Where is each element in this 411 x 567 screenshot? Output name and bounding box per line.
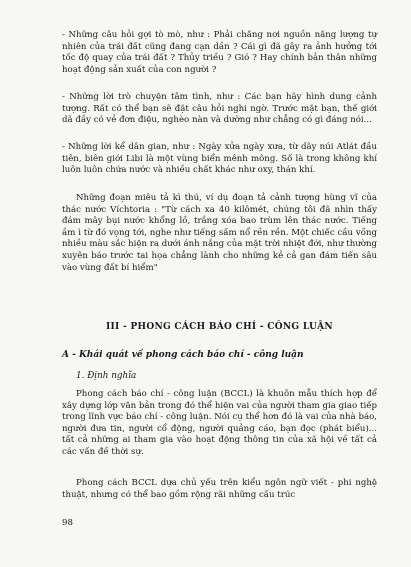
subsub-heading: 1. Định nghĩa xyxy=(76,371,137,381)
paragraph-curious-questions: - Những câu hỏi gợi tò mò, như : Phải chăng nơi nguồn năng lượng tự nhiên của trái đất cũng đang cạn dần ? Cái gì đã gây ra ảnh hưởng tới tốc độ quay của trái đất ? Thủy triều ? Gió ? Hay chính bản thân những hoạt động sản xuất của con người ? xyxy=(62,30,377,75)
paragraph-intimate-talk: - Những lời trò chuyện tâm tình, như : Các bạn hãy hình dung cảnh tượng. Rất có thể bạn sẽ đặt câu hỏi nghi ngờ. Trước mặt bạn, thế giới dã đầy có vẻ đơn điệu, nghèo nàn và dường như chẳng có gì đáng nói... xyxy=(62,92,377,126)
section-heading: III - PHONG CÁCH BÁO CHÍ - CÔNG LUẬN xyxy=(106,322,333,332)
paragraph-definition: Phong cách báo chí - công luận (BCCL) là khuôn mẫu thích hợp để xây dựng lớp văn bản trong đó thể hiện vai của người tham gia giao tiếp trong lĩnh vực báo chí - công luận. Nói cụ thể hơn đó là vai của nhà báo, người đưa tin, người cổ động, người quảng cáo, bạn đọc (phát biểu)... tất cả những ai tham gia vào hoạt động thông tin của xã hội về tất cả các vấn đề thời sự. xyxy=(62,389,377,457)
paragraph-folk-tale: - Những lời kể dân gian, như : Ngày xửa ngày xưa, từ dãy núi Atlát đầu tiên, biên giới Libi là một vùng biển mênh mông. Số là trong không khí luôn luôn chứa nước và nhiều chất khác như oxy, thán khí. xyxy=(62,142,377,176)
subsection-heading: A - Khái quát về phong cách báo chí - công luận xyxy=(62,350,304,360)
paragraph-style-basis: Phong cách BCCL dựa chủ yếu trên kiểu ngôn ngữ viết - phi nghệ thuật, nhưng có thể bao gồm rộng rãi những cấu trúc xyxy=(62,478,377,500)
paragraph-victoria-falls: Những đoạn miêu tả kì thú, ví dụ đoạn tả cảnh tượng hùng vĩ của thác nước Víchtoria : "Từ cách xa 40 kilômét, chúng tôi đã nhìn thấy đám mây bụi nước khổng lồ, trắng xóa bao trùm lên thác nước. Tiếng ầm ì từ đó vọng tới, nghe như tiếng sấm nổ rền rền. Một chiếc cầu vồng nhiều màu sắc hiện ra dưới ánh nắng của mặt trời nhiệt đới, như thường xuyên báo trước tai họa chẳng lành cho những kẻ cả gan đám tiến sâu vào vùng đất bí hiểm" xyxy=(62,193,377,273)
page-number: 98 xyxy=(62,518,73,528)
